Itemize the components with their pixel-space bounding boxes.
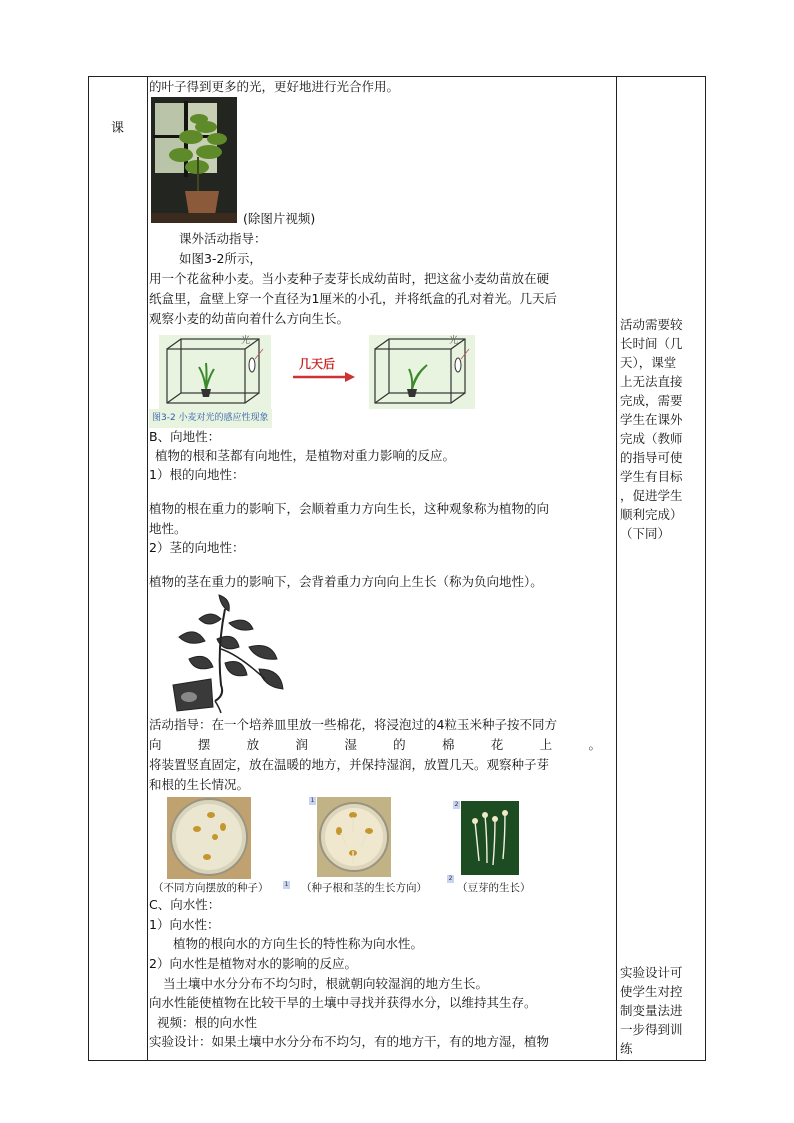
text-line: 纸盒里，盒壁上穿一个直径为1厘米的小孔，并将纸盒的孔对着光。几天后 <box>149 291 557 306</box>
text-line: 如图3-2所示， <box>179 251 262 266</box>
side-line: 活动需要较 <box>620 317 683 332</box>
side-line: 制变量法进 <box>620 1003 683 1018</box>
text-line: 和根的生长情况。 <box>149 777 250 792</box>
side-line: 天），课堂 <box>620 355 677 370</box>
subsection-title: 2）茎的向地性： <box>149 540 245 555</box>
sprouts-caption: （豆芽的生长） <box>457 882 531 894</box>
text-line: 向水性能使植物在比较干旱的土壤中寻找并获得水分，以维持其生存。 <box>149 995 537 1010</box>
text-line: 观察小麦的幼苗向着什么方向生长。 <box>149 311 350 326</box>
side-note-design <box>620 963 702 1058</box>
figure-tag: 1 <box>310 797 315 804</box>
text-line: 植物的根和茎都有向地性，是植物对重力影响的反应。 <box>155 448 456 463</box>
word: 棉 <box>441 737 455 752</box>
side-line: （下同） <box>620 526 671 541</box>
column-divider-1 <box>147 77 148 1060</box>
figure-tag: 2 <box>454 801 459 808</box>
side-line: 使学生对控 <box>620 984 683 999</box>
roots-petri-photo <box>317 797 391 877</box>
roots-caption: （种子根和茎的生长方向） <box>301 882 427 894</box>
lesson-table <box>88 76 706 1061</box>
sprouts-photo <box>461 801 519 875</box>
side-line: 完成（教师 <box>620 431 683 446</box>
word: 湿 <box>344 737 357 752</box>
light-label: 光 <box>241 336 251 346</box>
text-line: 2）向水性是植物对水的影响的反应。 <box>149 956 357 971</box>
side-line: 完成，需要 <box>620 393 683 408</box>
figure-tag: 1 <box>284 881 289 888</box>
wheat-box-after <box>369 335 475 409</box>
word: 上 <box>539 737 553 752</box>
justified-line <box>149 735 601 754</box>
row-label: 课 <box>111 121 125 136</box>
light-label: 光 <box>449 336 459 346</box>
seeds-caption: （不同方向摆放的种子） <box>153 882 269 894</box>
subsection-title: 1）向水性： <box>149 917 220 932</box>
word: 的 <box>393 737 406 752</box>
text-line: 将装置竖直固定，放在温暖的地方，并保持湿润，放置几天。观察种子芽 <box>149 757 550 772</box>
side-line: 学生有目标 <box>620 469 683 484</box>
text-line: 用一个花盆种小麦。当小麦种子麦芽长成幼苗时，把这盆小麦幼苗放在硬 <box>149 271 550 286</box>
figure-caption: 图3-2 小麦对光的感应性现象 <box>149 409 272 428</box>
section-title: B、向地性： <box>149 429 221 444</box>
word: 。 <box>588 737 601 752</box>
text-line: 活动指导：在一个培养皿里放一些棉花，将浸泡过的4粒玉米种子按不同方 <box>149 717 557 732</box>
side-line: 学生在课外 <box>620 412 683 427</box>
side-line: 上无法直接 <box>620 374 683 389</box>
seeds-petri-photo <box>167 797 251 879</box>
word: 花 <box>490 737 504 752</box>
text-line: 课外活动指导： <box>179 231 267 246</box>
image-caption: (除图片视频) <box>243 211 316 226</box>
section-title: C、向水性： <box>149 897 221 912</box>
side-line: 的指导可使 <box>620 450 683 465</box>
video-line: 视频：根的向水性 <box>157 1015 258 1030</box>
side-line: 练 <box>620 1041 633 1056</box>
text-line: 地性。 <box>149 521 187 536</box>
plant-silhouette-image <box>159 589 289 715</box>
text-line: 当土壤中水分分布不均匀时，根就朝向较湿润的地方生长。 <box>163 976 489 991</box>
column-divider-2 <box>616 77 617 1060</box>
side-line: ，促进学生 <box>620 488 683 503</box>
side-line: 实验设计可 <box>620 965 683 980</box>
plant-window-photo <box>151 97 237 223</box>
text-line: 实验设计：如果土壤中水分分布不均匀，有的地方干，有的地方湿，植物 <box>149 1034 550 1049</box>
word: 摆 <box>197 737 211 752</box>
text-line: 植物的茎在重力的影响下，会背着重力方向向上生长（称为负向地性）。 <box>149 574 543 589</box>
side-line: 一步得到训 <box>620 1022 683 1037</box>
side-note-activity <box>620 315 702 543</box>
arrow-label: 几天后 <box>299 357 336 371</box>
text-line: 植物的根向水的方向生长的特性称为向水性。 <box>173 936 424 951</box>
word: 向 <box>149 737 162 752</box>
text-line: 的叶子得到更多的光，更好地进行光合作用。 <box>149 79 400 94</box>
word: 放 <box>246 737 260 752</box>
subsection-title: 1）根的向地性： <box>149 467 245 482</box>
figure-tag: 2 <box>448 875 453 882</box>
wheat-box-before <box>159 335 271 409</box>
side-line: 顺利完成） <box>620 507 683 522</box>
text-line: 植物的根在重力的影响下，会顺着重力方向生长，这种观象称为植物的向 <box>149 501 550 516</box>
word: 润 <box>295 737 308 752</box>
side-line: 长时间（几 <box>620 336 683 351</box>
